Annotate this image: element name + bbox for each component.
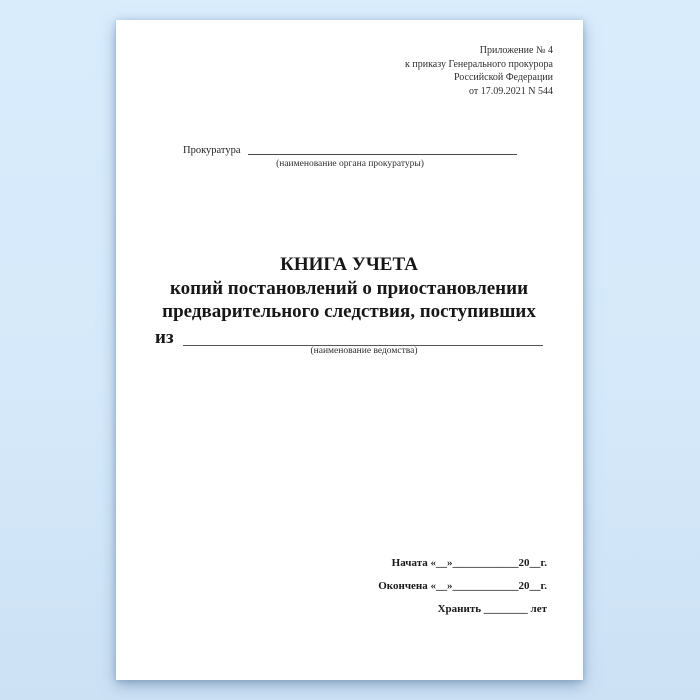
prosecutor-field-caption: (наименование органа прокуратуры) [276,159,424,169]
prosecutor-field-label: Прокуратура [183,145,241,156]
document-title-line1: КНИГА УЧЕТА [280,254,418,275]
appendix-note-line: к приказу Генерального прокурора [405,58,553,70]
footer-keep-line: Хранить ________ лет [437,603,547,615]
footer-started-line: Начата «__»____________20__г. [391,557,547,569]
agency-field-caption: (наименование ведомства) [310,346,418,356]
prosecutor-field-row [183,144,517,158]
appendix-note-line: Приложение № 4 [479,45,553,56]
footer-finished-line: Окончена «__»____________20__г. [378,580,547,592]
agency-field-label: из [155,327,174,348]
appendix-note [405,44,553,98]
prosecutor-blank-line [248,153,517,155]
footer-dates [378,552,547,621]
document-title-line2: копий постановлений о приостановлении [169,277,529,299]
appendix-note-line: Российской Федерации [453,72,553,83]
document-title-line3: предварительного следствия, поступивших [162,301,536,322]
document-title [149,253,549,324]
document-sheet [116,20,583,680]
appendix-note-line: от 17.09.2021 N 544 [469,85,553,97]
